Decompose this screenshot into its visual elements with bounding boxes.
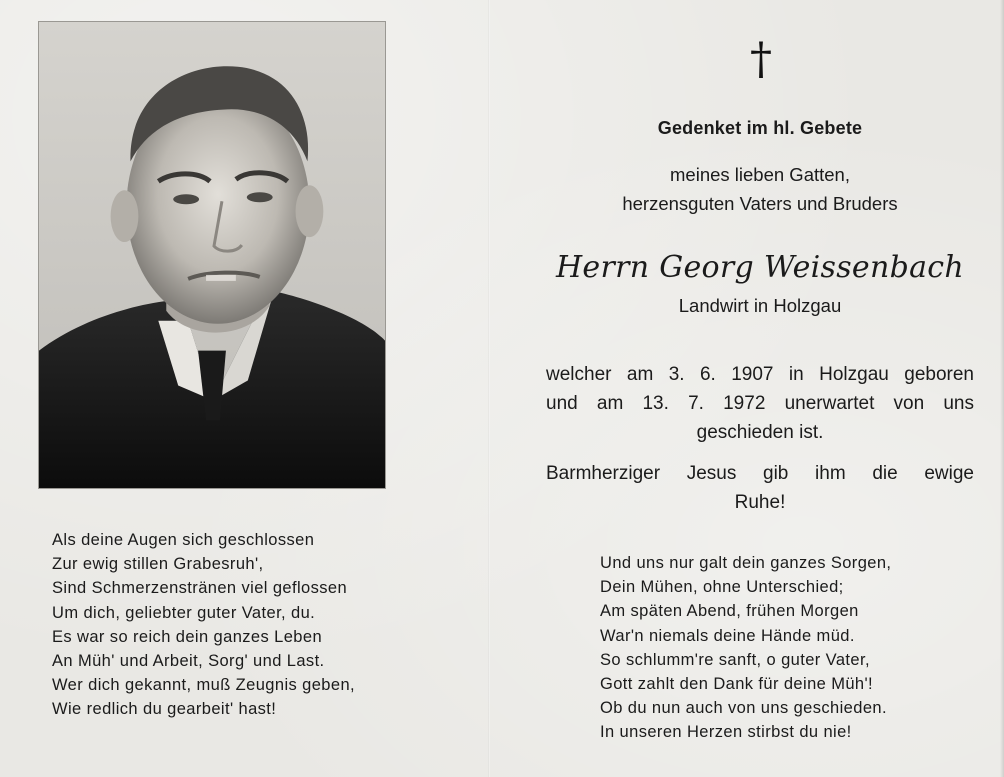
card-edge-shadow (1000, 0, 1004, 777)
portrait-photo (38, 21, 386, 489)
poem-line: In unseren Herzen stirbst du nie! (600, 723, 852, 742)
poem-left (52, 528, 412, 722)
card-fold-line (488, 0, 490, 777)
poem-line: War'n niemals deine Hände müd. (600, 626, 855, 645)
poem-line: Ob du nun auch von uns geschieden. (600, 699, 887, 718)
poem-line: Als deine Augen sich geschlossen (52, 531, 315, 549)
poem-line: Zur ewig stillen Grabesruh', (52, 555, 264, 574)
poem-line: Wie redlich du gearbeit' hast! (52, 700, 277, 719)
intro-line: meines lieben Gatten, (670, 164, 850, 185)
dates-line: geschieden ist. (696, 422, 824, 443)
poem-line: So schlumm're sanft, o guter Vater, (600, 650, 870, 669)
heading: Gedenket im hl. Gebete (657, 118, 863, 138)
poem-line: Dein Mühen, ohne Unterschied; (600, 578, 844, 597)
poem-line: Wer dich gekannt, muß Zeugnis geben, (52, 676, 356, 695)
prayer-line: Barmherziger Jesus gib ihm die ewige (546, 463, 974, 484)
intro-line: herzensguten Vaters und Bruders (622, 193, 898, 214)
poem-line: An Müh' und Arbeit, Sorg' und Last. (52, 652, 325, 671)
dates-line: und am 13. 7. 1972 unerwartet von uns (546, 393, 974, 414)
intro-text (540, 160, 980, 218)
poem-line: Es war so reich dein ganzes Leben (52, 627, 323, 646)
dates-line: welcher am 3. 6. 1907 in Holzgau geboren (546, 364, 974, 385)
occupation: Landwirt in Holzgau (678, 295, 842, 316)
deceased-name: Herrn Georg Weissenbach (555, 250, 965, 285)
poem-line: Am späten Abend, frühen Morgen (600, 602, 859, 621)
poem-right (600, 551, 980, 745)
prayer-line: Ruhe! (734, 492, 786, 513)
poem-line: Um dich, geliebter guter Vater, du. (52, 603, 316, 622)
poem-line: Sind Schmerzenstränen viel geflossen (52, 579, 348, 598)
poem-line: Gott zahlt den Dank für deine Müh'! (600, 675, 874, 694)
prayer (546, 459, 974, 517)
life-dates (546, 360, 974, 447)
poem-line: Und uns nur galt dein ganzes Sorgen, (600, 554, 892, 572)
cross-icon: † (750, 34, 772, 85)
